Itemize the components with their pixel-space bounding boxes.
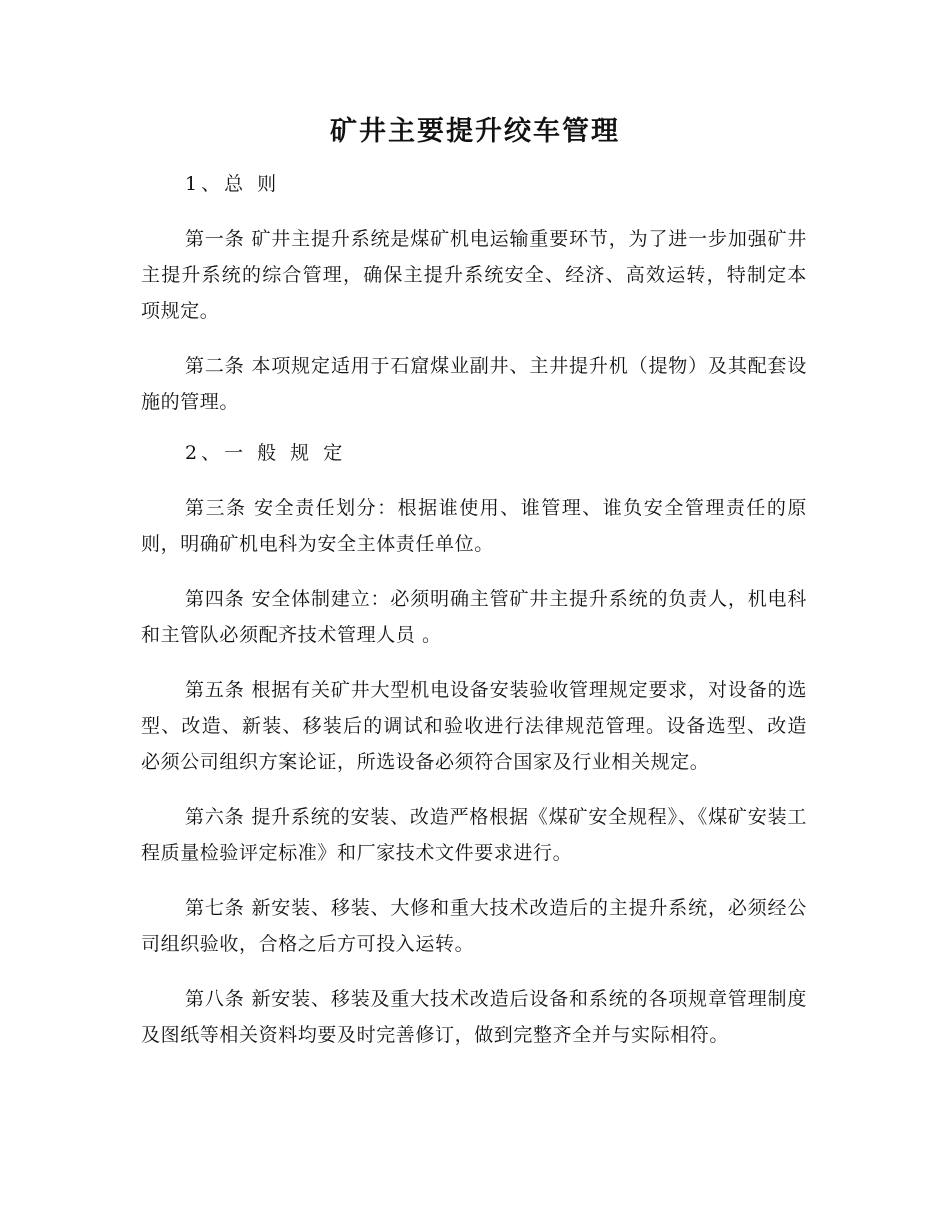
document-title: 矿井主要提升绞车管理 [330, 116, 620, 147]
document-body [141, 170, 807, 1072]
article-4: 第四条 安全体制建立：必须明确主管矿井主提升系统的负责人，机电科和主管队必须配齐技术管理人员 。 [141, 588, 807, 646]
article-1: 第一条 矿井主提升系统是煤矿机电运输重要环节，为了进一步加强矿井主提升系统的综合管理，确保主提升系统安全、经济、高效运转，特制定本项规定。 [141, 228, 807, 322]
article-8: 第八条 新安装、移装及重大技术改造后设备和系统的各项规章管理制度及图纸等相关资料均要及时完善修订，做到完整齐全并与实际相符。 [141, 988, 807, 1046]
article-6: 第六条 提升系统的安装、改造严格根据《煤矿安全规程》、《煤矿安装工程质量检验评定标准》和厂家技术文件要求进行。 [141, 806, 807, 864]
article-5: 第五条 根据有关矿井大型机电设备安装验收管理规定要求，对设备的选型、改造、新装、移装后的调试和验收进行法律规范管理。设备选型、改造必须公司组织方案论证，所选设备必须符合国家及行业相关规定。 [141, 679, 807, 773]
section-heading-general: 1、总 则 [185, 173, 281, 195]
section-heading-general-rules: 2、一 般 规 定 [185, 442, 347, 464]
article-2: 第二条 本项规定适用于石窟煤业副井、主井提升机（提物）及其配套设施的管理。 [141, 355, 807, 413]
article-7: 第七条 新安装、移装、大修和重大技术改造后的主提升系统，必须经公司组织验收，合格之后方可投入运转。 [141, 897, 807, 955]
article-3: 第三条 安全责任划分：根据谁使用、谁管理、谁负安全管理责任的原则，明确矿机电科为安全主体责任单位。 [141, 497, 807, 555]
